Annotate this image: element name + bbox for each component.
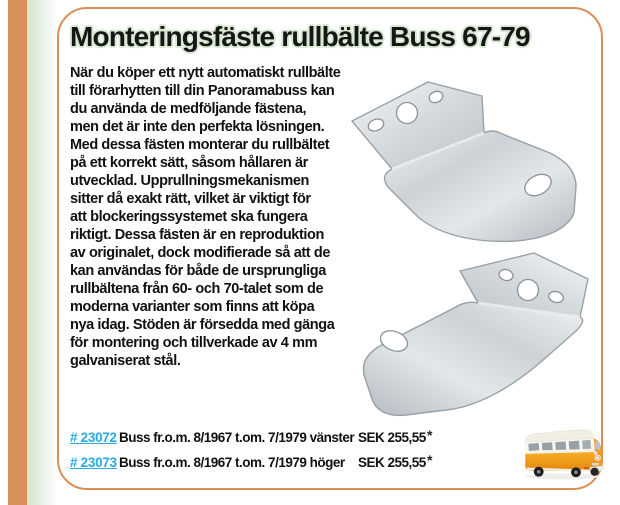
left-accent-bar [8,0,27,505]
body-line: på ett korrekt sätt, såsom hållaren är [70,155,308,171]
product-row [70,451,520,476]
body-line: galvaniserat stål. [70,353,181,369]
body-line: kan användas för både de ursprungliga [70,263,326,279]
price-footnote-asterisk: * [427,427,433,443]
part-number-link[interactable]: # 23073 [70,455,117,470]
body-line: När du köper ett nytt automatiskt rullbälte [70,65,341,81]
product-description: Buss fr.o.m. 8/1967 t.om. 7/1979 vänster [119,430,355,445]
body-line: sitter då exakt rätt, vilket är viktigt för [70,191,311,207]
bracket-right-photo [330,245,618,429]
body-line: för montering och tillverkade av 4 mm [70,335,318,351]
body-line: till förarhytten till din Panoramabuss kan [70,83,335,99]
body-line: riktigt. Dessa fästen är en reproduktion [70,227,324,243]
product-row [70,426,520,451]
body-line: att blockeringssystemet ska fungera [70,209,308,225]
part-number-link[interactable]: # 23072 [70,430,117,445]
body-line: men det är inte den perfekta lösningen. [70,119,325,135]
page-title: Monteringsfäste rullbälte Buss 67-79 [70,21,530,52]
body-line: Med dessa fästen monterar du rullbältet [70,137,330,153]
product-price: SEK 255,55 [358,455,426,470]
product-rows [70,426,520,476]
product-description: Buss fr.o.m. 8/1967 t.om. 7/1979 höger [119,455,345,470]
green-gradient-strip [27,0,57,505]
vw-bus-photo [518,419,606,482]
body-line: nya idag. Stöden är försedda med gänga [70,317,335,333]
body-line: rullbältena från 60- och 70-talet som de [70,281,324,297]
bracket-left-photo [330,69,618,253]
product-card [57,7,603,490]
body-line: utvecklad. Upprullningsmekanismen [70,173,310,189]
body-line: moderna varianter som finns att köpa [70,299,315,315]
price-footnote-asterisk: * [427,452,433,468]
product-price: SEK 255,55 [358,430,426,445]
body-line: du använda de medföljande fästena, [70,101,307,117]
body-line: av originalet, dock modifierade så att de [70,245,330,261]
